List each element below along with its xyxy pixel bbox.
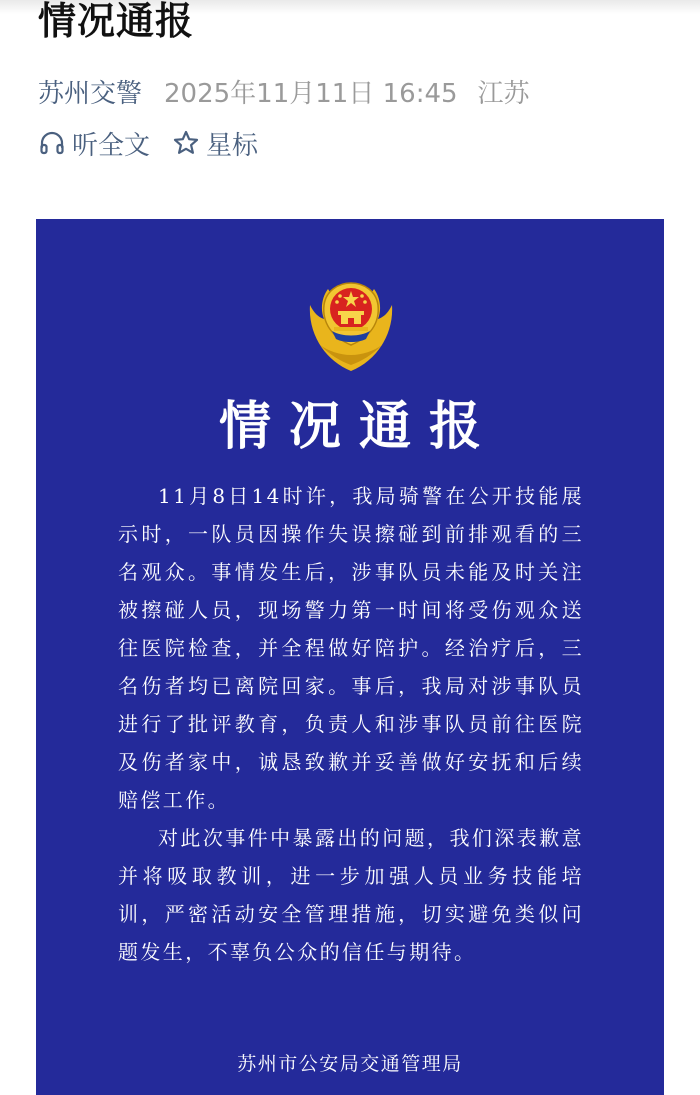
headphones-icon [38,129,66,157]
listen-button[interactable] [38,125,150,162]
notice-body [118,477,584,971]
article-title: 情况通报 [38,0,195,43]
star-button[interactable] [172,125,258,162]
star-outline-icon [172,129,200,157]
publish-time: 2025年11月11日 16:45 [164,78,458,109]
notice-paragraph: 对此次事件中暴露出的问题，我们深表歉意并将吸取教训，进一步加强人员业务技能培训，严密活动安全管理措施，切实避免类似问题发生，不辜负公众的信任与期待。 [118,826,584,964]
account-name-link[interactable]: 苏州交警 [38,78,143,109]
listen-label: 听全文 [72,130,151,161]
notice-heading: 情况通报 [218,396,499,457]
notice-signature: 苏州市公安局交通管理局 [237,1053,463,1075]
notice-paragraph: 11月8日14时许，我局骑警在公开技能展示时，一队员因操作失误擦碰到前排观看的三名观众。事情发生后，涉事队员未能及时关注被擦碰人员，现场警力第一时间将受伤观众送往医院检查，并全程做好陪护。经治疗后，三名伤者均已离院回家。事后，我局对涉事队员进行了批评教育，负责人和涉事队员前往医院及伤者家中，诚恳致歉并妥善做好安抚和后续赔偿工作。 [118,484,584,812]
article-meta [38,72,530,110]
notice-image [36,219,664,1095]
article-actions [38,124,258,162]
star-label: 星标 [206,130,259,161]
police-emblem-icon [304,275,398,375]
publish-location: 江苏 [477,78,530,109]
